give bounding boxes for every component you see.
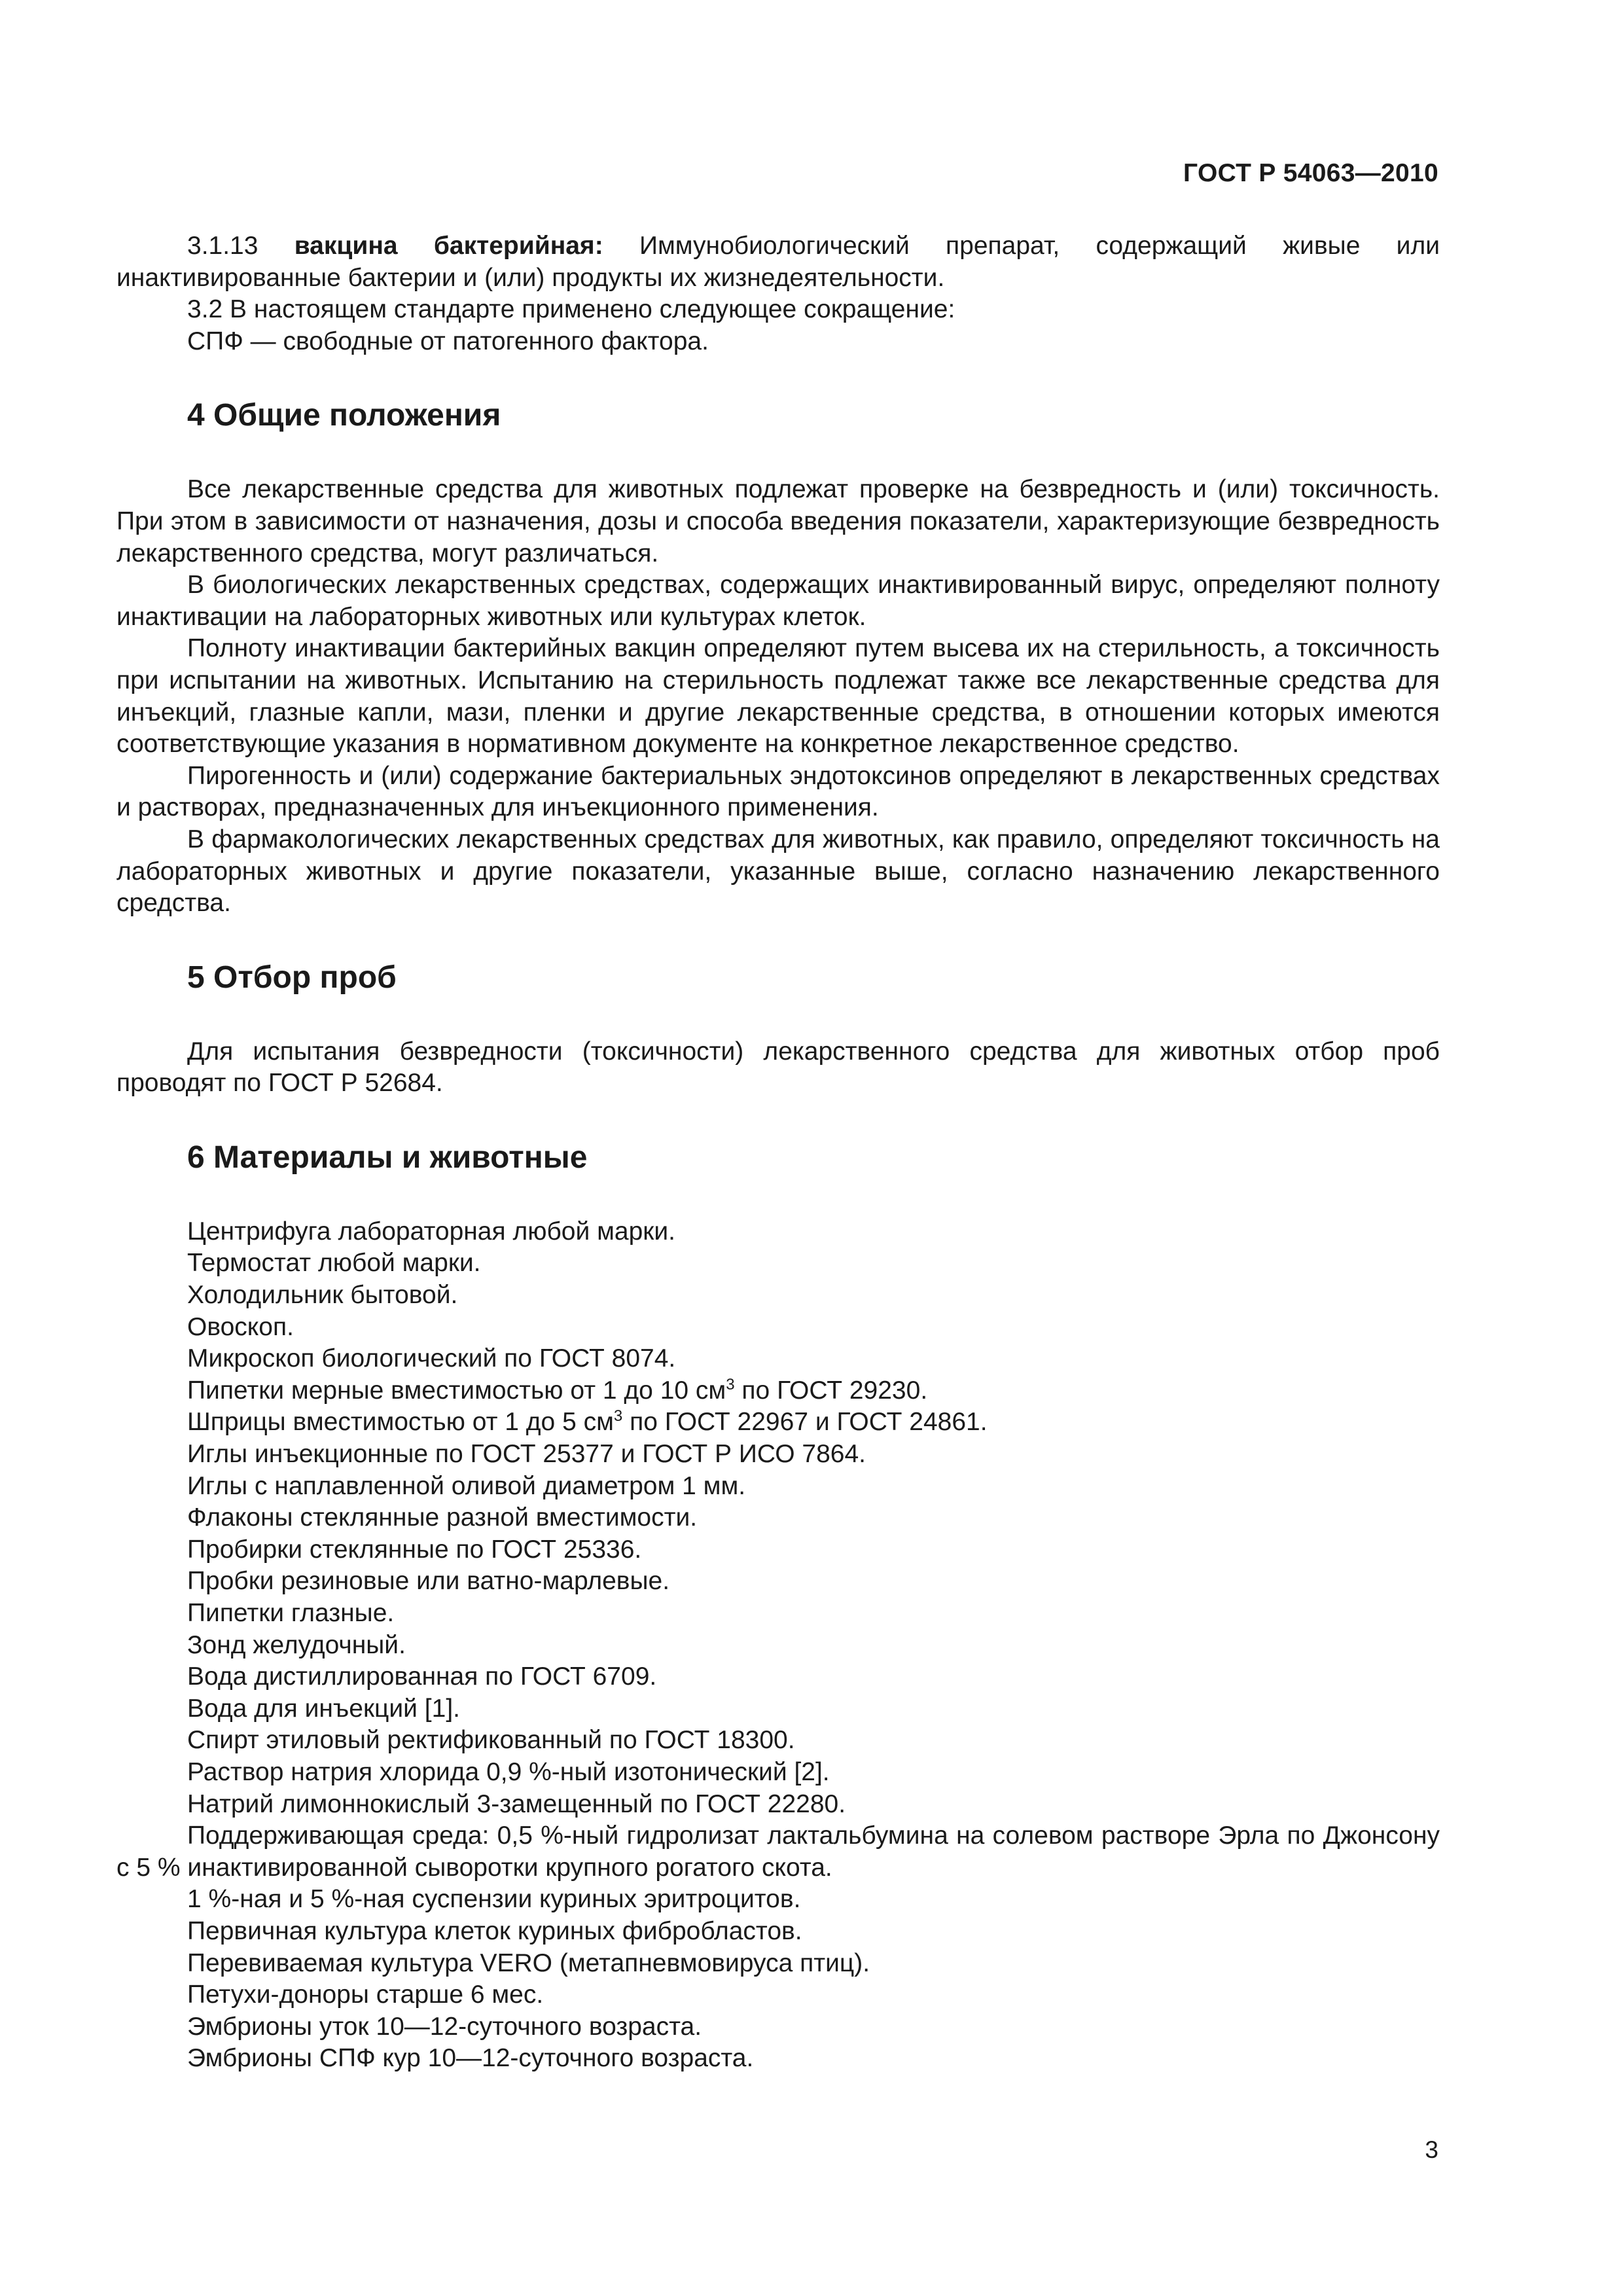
- section-4-paragraph: Пирогенность и (или) содержание бактериальных эндотоксинов определяют в лекарственных средствах и растворах, предназначенных для инъекционного применения.: [116, 761, 1440, 822]
- section-4-paragraph: Полноту инактивации бактерийных вакцин определяют путем высева их на стерильность, а токсичность при испытании на животных. Испытанию на стерильность подлежат также все лекарственные средства для инъекций, глазные капли, мази, пленки и другие лекарственные средства, в отношении которых имеются соответствующие указания в нормативном документе на конкретное лекарственное средство.: [116, 634, 1440, 759]
- material-item: Овоскоп.: [187, 1312, 294, 1341]
- section-4-paragraph: В фармакологических лекарственных средствах для животных, как правило, определяют токсичность на лабораторных животных и другие показатели, указанные выше, согласно назначению лекарственного средства.: [116, 825, 1440, 918]
- material-item: Флаконы стеклянные разной вместимости.: [187, 1503, 698, 1532]
- material-item: Термостат любой марки.: [187, 1249, 481, 1278]
- material-item: Спирт этиловый ректификованный по ГОСТ 18300.: [187, 1726, 795, 1755]
- material-item: Пипетки глазные.: [187, 1599, 395, 1627]
- definition-text: Иммунобиологический препарат, содержащий живые или инактивированные бактерии и (или) продукты их жизнедеятельности.: [116, 232, 1440, 292]
- section-5-heading: 5 Отбор проб: [187, 960, 397, 995]
- defined-term: вакцина бактерийная:: [294, 232, 603, 260]
- material-item: Перевиваемая культура VERO (метапневмовируса птиц).: [187, 1948, 870, 1977]
- definition-3-1-13: [116, 230, 1440, 294]
- section-4-paragraph: Все лекарственные средства для животных подлежат проверке на безвредность и (или) токсичность. При этом в зависимости от назначения, дозы и способа введения показатели, характеризующие безвредность лекарственного средства, могут различаться.: [116, 475, 1440, 567]
- section-4-heading: 4 Общие положения: [187, 398, 501, 433]
- material-item: Петухи-доноры старше 6 мес.: [187, 1981, 544, 2009]
- material-item: Эмбрионы СПФ кур 10—12-суточного возраста.: [187, 2044, 754, 2073]
- material-item: Эмбрионы уток 10—12-суточного возраста.: [187, 2012, 702, 2041]
- material-item: Вода для инъекций [1].: [187, 1694, 460, 1723]
- material-item: Вода дистиллированная по ГОСТ 6709.: [187, 1662, 657, 1691]
- abbreviation-spf: СПФ — свободные от патогенного фактора.: [187, 327, 709, 355]
- material-item: Холодильник бытовой.: [187, 1281, 458, 1310]
- clause-number: 3.1.13: [187, 232, 259, 260]
- material-item: 1 %-ная и 5 %-ная суспензии куриных эритроцитов.: [187, 1885, 801, 1914]
- material-item: Первичная культура клеток куриных фибробластов.: [187, 1916, 802, 1945]
- material-item: Пробки резиновые или ватно-марлевые.: [187, 1567, 670, 1596]
- material-item: Микроскоп биологический по ГОСТ 8074.: [187, 1344, 676, 1373]
- section-6-heading: 6 Материалы и животные: [187, 1139, 588, 1175]
- material-item: Пробирки стеклянные по ГОСТ 25336.: [187, 1535, 642, 1564]
- material-item-syringes: Шприцы вместимостью от 1 до 5 $см^3$ по ГОСТ 22967 и ГОСТ 24861.: [187, 1407, 988, 1437]
- material-item: Иглы с наплавленной оливой диаметром 1 мм.: [187, 1471, 746, 1500]
- document-body: [116, 230, 1440, 2075]
- document-code: ГОСТ Р 54063—2010: [1183, 159, 1438, 187]
- material-item: Зонд желудочный.: [187, 1630, 406, 1659]
- material-item: Раствор натрия хлорида 0,9 %-ный изотонический [2].: [187, 1757, 830, 1786]
- section-5-paragraph: Для испытания безвредности (токсичности) лекарственного средства для животных отбор проб проводят по ГОСТ Р 52684.: [116, 1037, 1440, 1098]
- page-number: 3: [1425, 2136, 1438, 2163]
- clause-3-2: 3.2 В настоящем стандарте применено следующее сокращение:: [187, 295, 955, 324]
- material-item: Иглы инъекционные по ГОСТ 25377 и ГОСТ Р ИСО 7864.: [187, 1440, 866, 1469]
- material-item: Центрифуга лабораторная любой марки.: [187, 1217, 675, 1246]
- section-4-paragraph: В биологических лекарственных средствах, содержащих инактивированный вирус, определяют полноту инактивации на лабораторных животных или культурах клеток.: [116, 571, 1440, 631]
- material-item-pipettes: Пипетки мерные вместимостью от 1 до 10 $см^3$ по ГОСТ 29230.: [187, 1375, 928, 1405]
- material-item-medium: Поддерживающая среда: 0,5 %-ный гидролизат лактальбумина на солевом растворе Эрла по Джонсону с 5 % инактивированной сыворотки крупного рогатого скота.: [116, 1821, 1440, 1882]
- material-item: Натрий лимоннокислый 3-замещенный по ГОСТ 22280.: [187, 1789, 846, 1818]
